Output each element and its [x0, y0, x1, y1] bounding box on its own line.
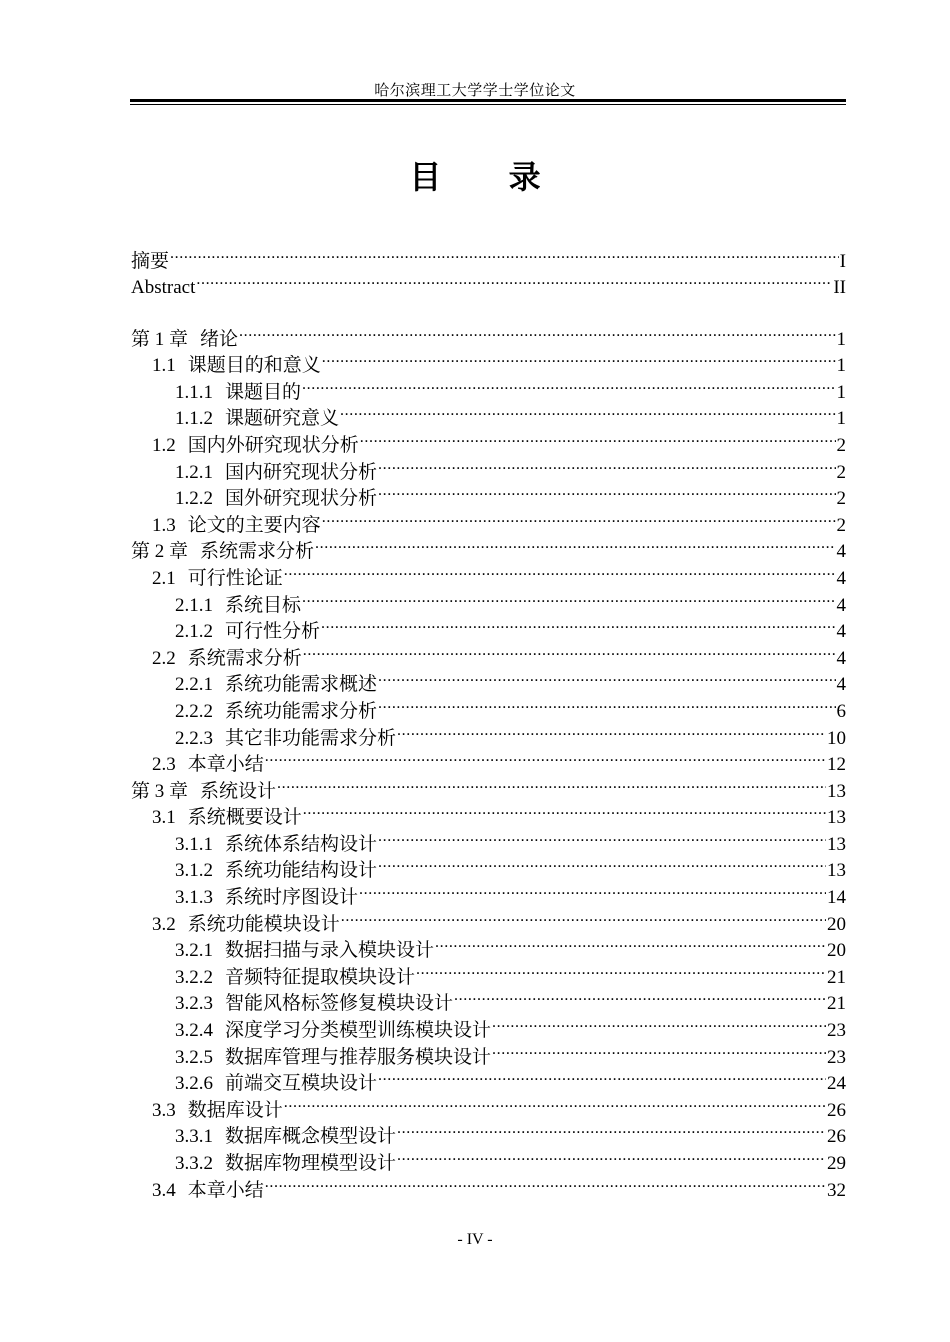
dot-leader	[492, 1036, 826, 1063]
toc-entry-number: 3.1.1	[175, 833, 213, 855]
toc-entry-page: 1	[836, 355, 846, 377]
toc-entry-number: 3.1.2	[175, 860, 213, 882]
toc-entry-title: 国内研究现状分析	[225, 461, 378, 483]
dot-leader	[303, 637, 836, 664]
dot-leader	[416, 956, 826, 983]
toc-entry-page: 20	[827, 913, 846, 935]
dot-leader	[378, 850, 826, 877]
dot-leader	[303, 797, 826, 824]
toc-entry-title: 本章小结	[187, 754, 264, 776]
toc-entry-number: 1.2.1	[175, 461, 213, 483]
toc-entry-title: 可行性论证	[187, 567, 283, 589]
toc-entry-page: 13	[827, 833, 846, 855]
dot-leader	[378, 1063, 826, 1090]
toc-entry-number: 3.2.3	[175, 993, 213, 1015]
toc-entry-title: 系统功能结构设计	[225, 860, 378, 882]
toc-entry-page: 6	[836, 700, 846, 722]
toc-title: 目 录	[409, 158, 569, 196]
toc-entry-page: 1	[836, 381, 846, 403]
dot-leader	[492, 1009, 826, 1036]
toc-entry-title: 数据库设计	[187, 1099, 283, 1121]
dot-leader	[378, 823, 826, 850]
toc-entry-page: 13	[827, 860, 846, 882]
toc-entry-title: 系统功能需求分析	[225, 700, 378, 722]
toc-entry-number: 2.2.3	[175, 727, 213, 749]
toc-entry-title: 系统时序图设计	[225, 887, 359, 909]
toc-entry-page: 2	[836, 488, 846, 510]
dot-leader	[397, 1116, 826, 1143]
toc-entry-number: 3.2.5	[175, 1046, 213, 1068]
dot-leader	[397, 1142, 826, 1169]
toc-entry-page: 1	[836, 408, 846, 430]
toc-entry-title: 绪论	[200, 328, 239, 350]
toc-entry-number: 2.3	[152, 754, 176, 776]
toc-entry-page: 4	[836, 647, 846, 669]
toc-entry-page: 20	[827, 940, 846, 962]
toc-entry-number: 3.2.2	[175, 966, 213, 988]
dot-leader	[378, 690, 835, 717]
toc-entry-number: 3.2	[152, 913, 176, 935]
toc-entry-page: 12	[827, 754, 846, 776]
toc-entry-title: 其它非功能需求分析	[225, 727, 397, 749]
toc-entry-title: 课题目的和意义	[187, 355, 321, 377]
toc-entry-number: 第 2 章	[131, 541, 189, 563]
toc-entry-title: 系统功能模块设计	[187, 913, 340, 935]
toc-entry-title: 课题研究意义	[225, 408, 340, 430]
toc-entry-page: I	[839, 250, 846, 272]
toc-entry-number: 3.2.6	[175, 1073, 213, 1095]
toc-entry-page: 24	[827, 1073, 846, 1095]
toc-entry-page: 32	[827, 1179, 846, 1201]
toc-entry[interactable]	[131, 240, 846, 272]
toc-entry-title: 数据扫描与录入模块设计	[225, 940, 435, 962]
toc-entry-page: 4	[836, 567, 846, 589]
toc-entry-page: 4	[836, 621, 846, 643]
dot-leader	[322, 345, 836, 372]
dot-leader	[341, 903, 826, 930]
toc-entry-page: 23	[827, 1046, 846, 1068]
toc-entry-page: 13	[827, 807, 846, 829]
dot-leader	[397, 717, 826, 744]
toc-entry-title: 系统需求分析	[200, 541, 315, 563]
dot-leader	[378, 664, 835, 691]
toc-entry-page: II	[833, 277, 846, 299]
toc-entry-page: 4	[836, 594, 846, 616]
toc-front-matter	[131, 240, 846, 299]
toc-entry-number: 3.1.3	[175, 887, 213, 909]
dot-leader	[315, 531, 835, 558]
toc-entry-page: 23	[827, 1020, 846, 1042]
toc-entry-title: 数据库管理与推荐服务模块设计	[225, 1046, 492, 1068]
toc-entry-title: Abstract	[131, 277, 196, 299]
running-header: 哈尔滨理工大学学士学位论文	[374, 83, 576, 99]
toc-entry-number: 3.3.2	[175, 1153, 213, 1174]
toc-entry-page: 26	[827, 1099, 846, 1121]
toc-entry-page: 14	[827, 887, 846, 909]
toc-entry-title: 系统目标	[225, 594, 302, 616]
toc-entry-number: 3.4	[152, 1179, 176, 1201]
dot-leader	[360, 424, 836, 451]
header-rule-thin	[130, 104, 846, 105]
toc-entry-title: 数据库概念模型设计	[225, 1126, 397, 1148]
toc-entry[interactable]	[131, 318, 846, 350]
toc-entry-page: 2	[836, 461, 846, 483]
toc-entry-title: 系统需求分析	[187, 647, 302, 669]
toc-entry-page: 29	[827, 1153, 846, 1174]
dot-leader	[321, 611, 835, 638]
dot-leader	[265, 744, 826, 771]
toc-entry-title: 音频特征提取模块设计	[225, 966, 416, 988]
toc-entry-title: 摘要	[131, 250, 170, 272]
toc-entry-title: 系统设计	[200, 780, 277, 802]
toc-entry-page: 2	[836, 514, 846, 536]
dot-leader	[277, 770, 826, 797]
toc-entry-page: 21	[827, 966, 846, 988]
toc-entry-page: 1	[836, 328, 846, 350]
toc-entry-page: 4	[836, 674, 846, 696]
toc-entry-number: 1.1	[152, 355, 176, 377]
dot-leader	[322, 504, 836, 531]
dot-leader	[284, 557, 836, 584]
toc-entry-title: 课题目的	[225, 381, 302, 403]
toc-entry-number: 3.3.1	[175, 1126, 213, 1148]
toc-entry-title: 深度学习分类模型训练模块设计	[225, 1020, 492, 1042]
dot-leader	[340, 398, 835, 425]
toc-entry-number: 1.2.2	[175, 488, 213, 510]
dot-leader	[284, 1089, 826, 1116]
toc-entry-page: 26	[827, 1126, 846, 1148]
toc-entry-number: 1.3	[152, 514, 176, 536]
toc-entry-number: 1.1.2	[175, 408, 213, 430]
toc-entry-number: 1.2	[152, 434, 176, 456]
dot-leader	[454, 983, 826, 1010]
toc-entry-number: 3.3	[152, 1099, 176, 1121]
toc-entry-title: 数据库物理模型设计	[225, 1153, 397, 1174]
toc-entry-number: 2.1	[152, 567, 176, 589]
toc-entry[interactable]	[131, 345, 846, 377]
dot-leader	[378, 451, 835, 478]
toc-entry-title: 论文的主要内容	[187, 514, 321, 536]
toc-entry-number: 2.2	[152, 647, 176, 669]
header-rule-thick	[130, 99, 846, 102]
toc-entry-title: 系统概要设计	[187, 807, 302, 829]
toc-entry-page: 2	[836, 434, 846, 456]
toc-entry-number: 2.2.1	[175, 674, 213, 696]
dot-leader	[239, 318, 835, 345]
toc-entry-number: 1.1.1	[175, 381, 213, 403]
dot-leader	[435, 930, 826, 957]
dot-leader	[359, 876, 826, 903]
toc-entry-title: 国外研究现状分析	[225, 488, 378, 510]
toc-entry-page: 10	[827, 727, 846, 749]
page-number: - IV -	[457, 1231, 493, 1248]
dot-leader	[170, 240, 839, 267]
toc-entry-title: 前端交互模块设计	[225, 1073, 378, 1095]
toc-entry-title: 系统功能需求概述	[225, 674, 378, 696]
toc-entry-number: 3.2.1	[175, 940, 213, 962]
toc-entry-number: 3.2.4	[175, 1020, 213, 1042]
toc-entry-title: 系统体系结构设计	[225, 833, 378, 855]
toc-entry-page: 21	[827, 993, 846, 1015]
toc-entry-page: 4	[836, 541, 846, 563]
toc-entry[interactable]	[131, 267, 846, 299]
toc-entry-title: 国内外研究现状分析	[187, 434, 359, 456]
dot-leader	[378, 478, 835, 505]
dot-leader	[302, 584, 835, 611]
toc-entry-number: 3.1	[152, 807, 176, 829]
dot-leader	[265, 1169, 826, 1196]
toc-entry-number: 2.1.1	[175, 594, 213, 616]
toc-chapters	[131, 318, 846, 1201]
toc-entry-number: 第 1 章	[131, 328, 189, 350]
toc-entry-number: 2.1.2	[175, 621, 213, 643]
toc-entry-title: 本章小结	[187, 1179, 264, 1201]
toc-entry-title: 可行性分析	[225, 621, 321, 643]
toc-entry-title: 智能风格标签修复模块设计	[225, 993, 454, 1015]
dot-leader	[302, 371, 835, 398]
toc-entry-number: 2.2.2	[175, 700, 213, 722]
dot-leader	[196, 267, 832, 294]
toc-entry-number: 第 3 章	[131, 780, 189, 802]
toc-entry-page: 13	[827, 780, 846, 802]
